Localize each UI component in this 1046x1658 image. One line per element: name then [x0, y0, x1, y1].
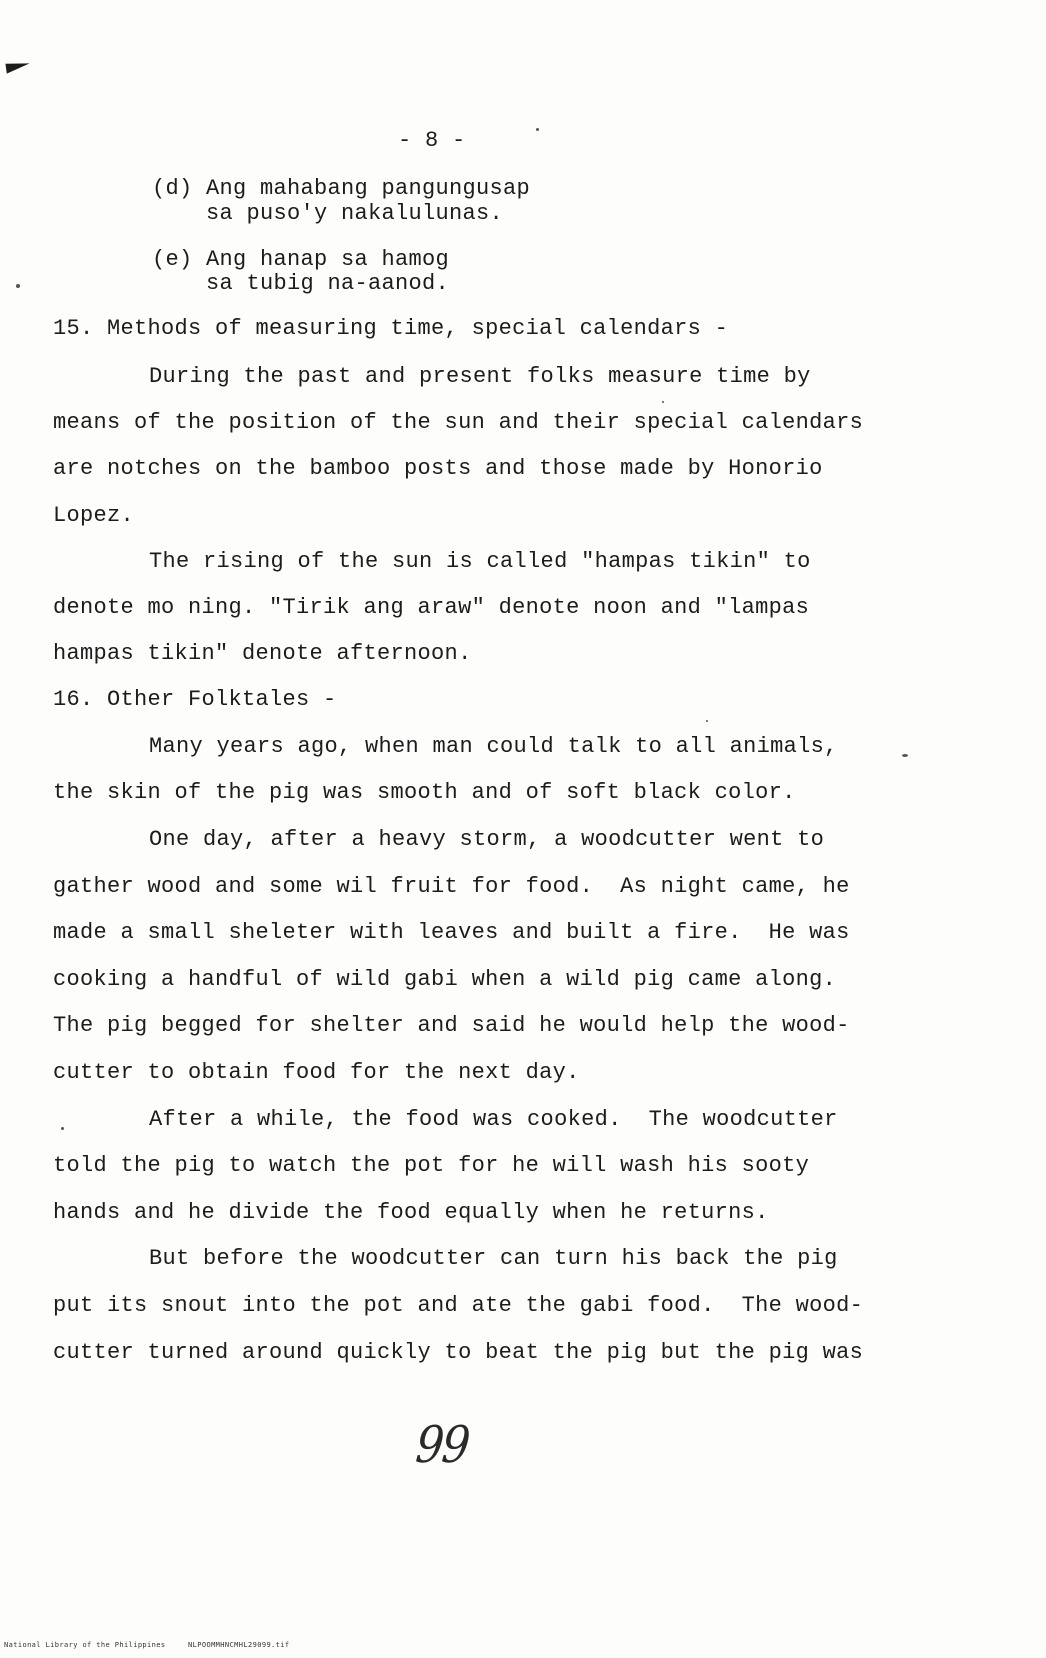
- section-16-para4-line: But before the woodcutter can turn his back the pig: [149, 1246, 838, 1271]
- proverb-d-line-1: (d) Ang mahabang pangungusap: [152, 176, 531, 201]
- section-15-para1-line: Lopez.: [53, 503, 135, 528]
- section-15-para1-line: During the past and present folks measure time by: [149, 364, 811, 389]
- section-16-para2-line: The pig begged for shelter and said he would help the wood-: [53, 1013, 850, 1038]
- section-16-para1-line: Many years ago, when man could talk to all animals,: [149, 734, 838, 759]
- section-15-para2-line: The rising of the sun is called "hampas tikin" to: [149, 549, 811, 574]
- margin-speck: [536, 128, 539, 131]
- section-16-para3-line: After a while, the food was cooked. The woodcutter: [149, 1107, 838, 1132]
- margin-speck: [16, 284, 20, 288]
- section-15-para1-line: means of the position of the sun and their special calendars: [53, 410, 864, 435]
- section-16-para2-line: cooking a handful of wild gabi when a wild pig came along.: [53, 967, 837, 992]
- section-16-heading: 16. Other Folktales -: [53, 687, 337, 712]
- margin-arrow-mark: [5, 60, 30, 73]
- footer-file-name: NLPOOMMHNCMHL29099.tif: [188, 1641, 290, 1649]
- handwritten-page-number: 99: [413, 1416, 471, 1475]
- section-15-para1-line: are notches on the bamboo posts and those made by Honorio: [53, 456, 823, 481]
- margin-speck: [706, 720, 708, 722]
- page-number: - 8 -: [398, 128, 466, 153]
- section-16-para3-line: told the pig to watch the pot for he will wash his sooty: [53, 1153, 810, 1178]
- proverb-e-line-2: sa tubig na-aanod.: [206, 271, 450, 296]
- proverb-e-line-1: (e) Ang hanap sa hamog: [152, 247, 450, 272]
- section-16-para2-line: cutter to obtain food for the next day.: [53, 1060, 580, 1085]
- footer-library-name: National Library of the Philippines: [4, 1641, 166, 1649]
- section-16-para2-line: made a small sheleter with leaves and built a fire. He was: [53, 920, 850, 945]
- section-16-para1-line: the skin of the pig was smooth and of soft black color.: [53, 780, 796, 805]
- proverb-d-line-2: sa puso'y nakalulunas.: [206, 201, 504, 226]
- margin-speck: [902, 754, 908, 757]
- section-16-para4-line: cutter turned around quickly to beat the pig but the pig was: [53, 1340, 864, 1365]
- section-16-para2-line: gather wood and some wil fruit for food. As night came, he: [53, 874, 850, 899]
- section-16-para3-line: hands and he divide the food equally when he returns.: [53, 1200, 769, 1225]
- section-15-para2-line: hampas tikin" denote afternoon.: [53, 641, 472, 666]
- section-16-para2-line: One day, after a heavy storm, a woodcutter went to: [149, 827, 825, 852]
- section-15-heading: 15. Methods of measuring time, special calendars -: [53, 316, 729, 341]
- margin-speck: [662, 401, 664, 403]
- margin-speck: [61, 1127, 64, 1130]
- section-16-para4-line: put its snout into the pot and ate the gabi food. The wood-: [53, 1293, 864, 1318]
- section-15-para2-line: denote mo ning. "Tirik ang araw" denote noon and "lampas: [53, 595, 810, 620]
